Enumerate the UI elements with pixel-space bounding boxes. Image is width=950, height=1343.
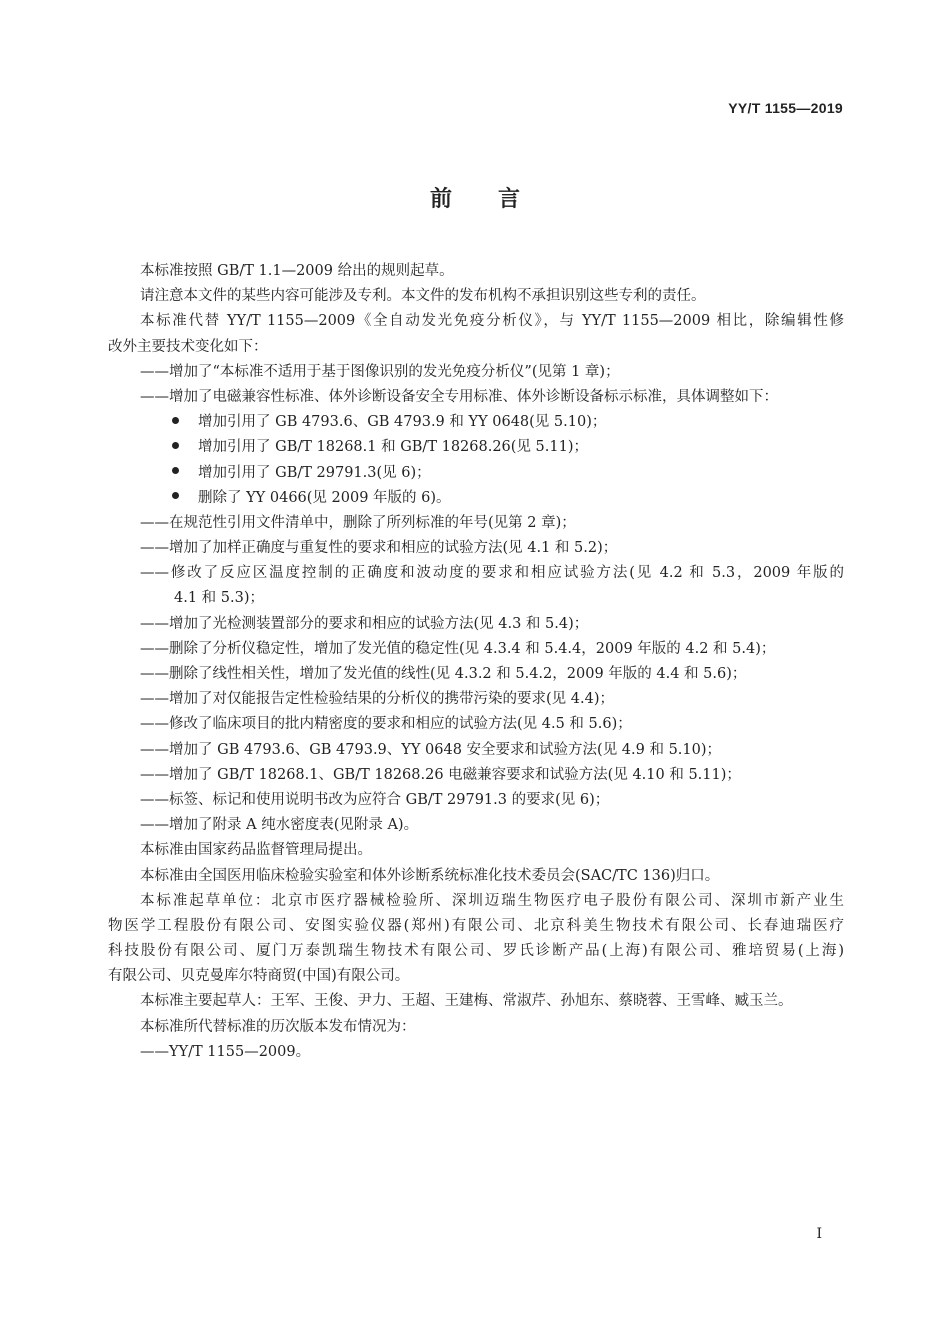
bullet-icon — [172, 442, 179, 449]
paragraph-line: 科技股份有限公司、厦门万泰凯瑞生物技术有限公司、罗氏诊断产品(上海)有限公司、雅培贸易(上海) — [108, 943, 844, 960]
dash-item: ——增加了“本标准不适用于基于图像识别的发光免疫分析仪”(见第 1 章)； — [140, 363, 620, 380]
dash-item: ——标签、标记和使用说明书改为应符合 GB/T 29791.3 的要求(见 6)； — [140, 791, 610, 808]
bullet-icon — [172, 492, 179, 499]
dash-item: ——增加了 GB/T 18268.1、GB/T 18268.26 电磁兼容要求和试验方法(见 4.10 和 5.11)； — [140, 766, 741, 783]
page-title: 前言 — [429, 187, 566, 212]
dash-item: ——YY/T 1155—2009。 — [140, 1043, 311, 1060]
paragraph: 本标准按照 GB/T 1.1—2009 给出的规则起草。 — [140, 263, 454, 279]
bullet-item — [108, 435, 844, 460]
bullet-text: 增加引用了 GB 4793.6、GB 4793.9 和 YY 0648(见 5.10)； — [198, 414, 607, 431]
bullet-item — [108, 486, 844, 511]
bullet-icon — [172, 467, 179, 474]
bullet-text: 增加引用了 GB/T 18268.1 和 GB/T 18268.26(见 5.11)； — [198, 439, 588, 456]
dash-item: ——修改了反应区温度控制的正确度和波动度的要求和相应试验方法(见 4.2 和 5.3，2009 年版的 — [140, 565, 844, 582]
dash-item: ——增加了附录 A 纯水密度表(见附录 A)。 — [140, 817, 419, 834]
bullet-item — [108, 410, 844, 435]
dash-item: ——增加了光检测装置部分的要求和相应的试验方法(见 4.3 和 5.4)； — [140, 615, 589, 632]
page-number: I — [816, 1226, 822, 1242]
dash-item: ——修改了临床项目的批内精密度的要求和相应的试验方法(见 4.5 和 5.6)； — [140, 716, 632, 733]
paragraph-line: 改外主要技术变化如下： — [108, 338, 268, 355]
paragraph: 本标准所代替标准的历次版本发布情况为： — [140, 1018, 416, 1035]
dash-item: ——删除了线性相关性，增加了发光值的线性(见 4.3.2 和 5.4.2，2009 年版的 4.4 和 5.6)； — [140, 666, 747, 682]
paragraph-line: 有限公司、贝克曼库尔特商贸(中国)有限公司。 — [108, 968, 410, 985]
paragraph: 请注意本文件的某些内容可能涉及专利。本文件的发布机构不承担识别这些专利的责任。 — [140, 288, 706, 305]
paragraph-line: 本标准代替 YY/T 1155—2009《全自动发光免疫分析仪》，与 YY/T 1155—2009 相比，除编辑性修 — [140, 313, 844, 330]
paragraph-line: 本标准起草单位：北京市医疗器械检验所、深圳迈瑞生物医疗电子股份有限公司、深圳市新产业生 — [140, 892, 844, 909]
dash-item-continued: 4.1 和 5.3)； — [174, 590, 264, 607]
dash-item: ——增加了加样正确度与重复性的要求和相应的试验方法(见 4.1 和 5.2)； — [140, 540, 618, 557]
paragraph: 本标准由全国医用临床检验实验室和体外诊断系统标准化技术委员会(SAC/TC 136)归口。 — [140, 867, 720, 884]
bullet-item — [108, 461, 844, 486]
bullet-text: 增加引用了 GB/T 29791.3(见 6)； — [198, 464, 431, 481]
dash-item: ——增加了对仅能报告定性检验结果的分析仪的携带污染的要求(见 4.4)； — [140, 691, 614, 708]
dash-item: ——删除了分析仪稳定性，增加了发光值的稳定性(见 4.3.4 和 5.4.4，2009 年版的 4.2 和 5.4)； — [140, 640, 776, 657]
paragraph: 本标准主要起草人：王军、王俊、尹力、王超、王建梅、常淑芹、孙旭东、蔡晓蓉、王雪峰、臧玉兰。 — [140, 993, 793, 1010]
paragraph-line: 物医学工程股份有限公司、安图实验仪器(郑州)有限公司、北京科美生物技术有限公司、长春迪瑞医疗 — [108, 917, 844, 934]
paragraph: 本标准由国家药品监督管理局提出。 — [140, 842, 372, 859]
dash-item: ——在规范性引用文件清单中，删除了所列标准的年号(见第 2 章)； — [140, 514, 576, 531]
bullet-icon — [172, 417, 179, 424]
dash-item: ——增加了电磁兼容性标准、体外诊断设备安全专用标准、体外诊断设备标示标准，具体调整如下： — [140, 388, 778, 405]
standard-code-header: YY/T 1155—2019 — [728, 100, 843, 116]
document-body — [108, 259, 844, 1065]
bullet-text: 删除了 YY 0466(见 2009 年版的 6)。 — [198, 489, 451, 506]
dash-item: ——增加了 GB 4793.6、GB 4793.9、YY 0648 安全要求和试验方法(见 4.9 和 5.10)； — [140, 741, 722, 758]
